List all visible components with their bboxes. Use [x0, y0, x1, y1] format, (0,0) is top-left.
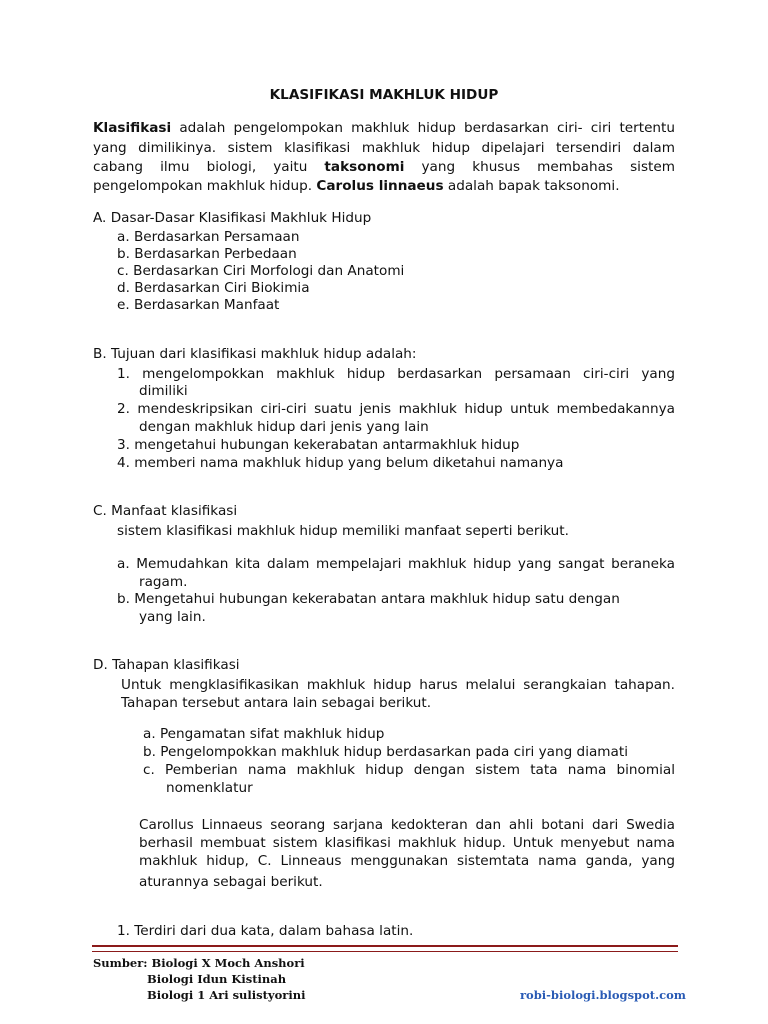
section-a-heading: A. Dasar-Dasar Klasifikasi Makhluk Hidup [93, 210, 372, 226]
source-line: Sumber: Biologi X Moch Anshori [93, 956, 305, 970]
section-c-heading: C. Manfaat klasifikasi [93, 503, 238, 519]
intro-line-4 [93, 177, 620, 195]
term-klasifikasi: Klasifikasi [93, 120, 172, 136]
intro-line-2: yang dimilikinya. sistem klasifikasi makhluk hidup dipelajari tersendiri dalam [93, 140, 675, 156]
list-item-continuation: yang lain. [139, 609, 206, 625]
section-d-para-2: makhluk hidup, C. Linneaus menggunakan sistemtata nama ganda, yang [139, 853, 675, 869]
blog-link[interactable]: robi-biologi.blogspot.com [520, 988, 686, 1002]
intro-line-1 [93, 119, 675, 137]
list-item: 3. mengetahui hubungan kekerabatan antarmakhluk hidup [117, 437, 520, 453]
section-d-para-2: berhasil membuat sistem klasifikasi makhluk hidup. Untuk menyebut nama [139, 835, 675, 851]
intro-text: adalah bapak taksonomi. [447, 178, 620, 194]
term-carolus: Carolus linnaeus [316, 178, 444, 194]
list-item: b. Berdasarkan Perbedaan [117, 246, 297, 262]
source-line: Biologi Idun Kistinah [147, 972, 287, 986]
list-item: c. Berdasarkan Ciri Morfologi dan Anatomi [117, 263, 405, 279]
list-item: c. Pemberian nama makhluk hidup dengan sistem tata nama binomial [143, 762, 675, 778]
intro-text: pengelompokan makhluk hidup. [93, 178, 313, 194]
footer-divider [92, 945, 678, 947]
list-item: a. Berdasarkan Persamaan [117, 229, 300, 245]
section-d-para-1: Untuk mengklasifikasikan makhluk hidup harus melalui serangkaian tahapan. [121, 677, 675, 693]
section-d-heading: D. Tahapan klasifikasi [93, 657, 240, 673]
list-item: a. Memudahkan kita dalam mempelajari makhluk hidup yang sangat beraneka [117, 556, 675, 572]
list-item-continuation: nomenklatur [166, 780, 253, 796]
list-item-continuation: dimiliki [139, 383, 188, 399]
list-item: b. Pengelompokkan makhluk hidup berdasarkan pada ciri yang diamati [143, 744, 628, 760]
list-item: 2. mendeskripsikan ciri-ciri suatu jenis makhluk hidup untuk membedakannya [117, 401, 675, 417]
section-d-para-2: Carollus Linnaeus seorang sarjana kedokteran dan ahli botani dari Swedia [139, 817, 675, 833]
list-item: 4. memberi nama makhluk hidup yang belum diketahui namanya [117, 455, 564, 471]
list-item: b. Mengetahui hubungan kekerabatan antara makhluk hidup satu dengan [117, 591, 620, 607]
term-taksonomi: taksonomi [324, 159, 405, 175]
intro-text: yang khusus membahas sistem [421, 159, 675, 175]
page-title: KLASIFIKASI MAKHLUK HIDUP [269, 87, 499, 103]
intro-text: cabang ilmu biologi, yaitu [93, 159, 308, 175]
list-item-continuation: dengan makhluk hidup dari jenis yang lain [139, 419, 429, 435]
list-item: 1. mengelompokkan makhluk hidup berdasarkan persamaan ciri-ciri yang [117, 366, 675, 382]
list-item-continuation: ragam. [139, 574, 188, 590]
intro-line-3 [93, 158, 675, 176]
section-d-para-2: aturannya sebagai berikut. [139, 874, 323, 890]
source-line: Biologi 1 Ari sulistyorini [147, 988, 306, 1002]
list-item: a. Pengamatan sifat makhluk hidup [143, 726, 385, 742]
section-b-heading: B. Tujuan dari klasifikasi makhluk hidup adalah: [93, 346, 417, 362]
rule-item: 1. Terdiri dari dua kata, dalam bahasa latin. [117, 923, 414, 939]
section-d-para-1b: Tahapan tersebut antara lain sebagai berikut. [121, 695, 432, 711]
list-item: d. Berdasarkan Ciri Biokimia [117, 280, 310, 296]
footer-divider-thin [92, 951, 678, 952]
section-c-intro: sistem klasifikasi makhluk hidup memiliki manfaat seperti berikut. [117, 523, 569, 539]
intro-text: adalah pengelompokan makhluk hidup berdasarkan ciri- ciri tertentu [179, 120, 675, 136]
list-item: e. Berdasarkan Manfaat [117, 297, 280, 313]
